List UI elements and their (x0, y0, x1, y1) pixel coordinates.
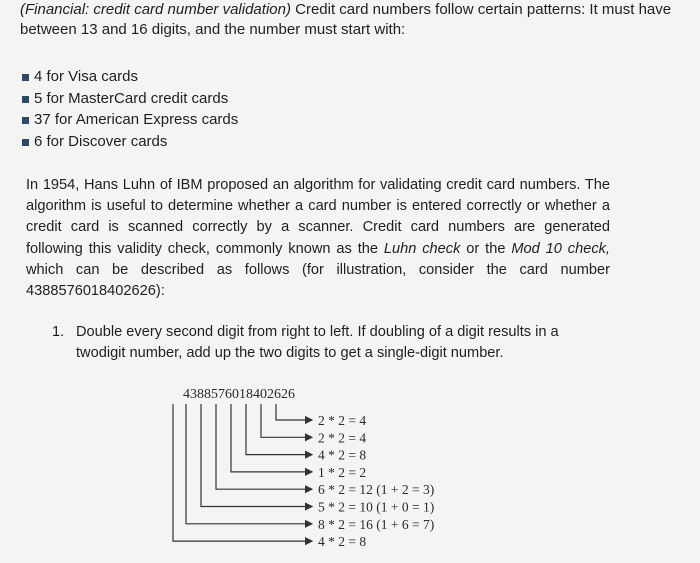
step-number: 1. (52, 324, 65, 340)
doubling-result: 5 * 2 = 10 (1 + 0 = 1) (318, 499, 435, 515)
square-bullet-icon (22, 139, 29, 146)
doubling-result: 4 * 2 = 8 (318, 534, 367, 550)
diagram-results (318, 413, 434, 549)
connector-line (231, 404, 312, 472)
list-item: 6 for Discover cards (22, 131, 238, 153)
square-bullet-icon (22, 117, 29, 124)
list-item: 5 for MasterCard credit cards (22, 88, 238, 110)
square-bullet-icon (22, 74, 29, 81)
connector-line (186, 404, 312, 524)
luhn-paragraph: In 1954, Hans Luhn of IBM proposed an algorithm for validating credit card numbers. The algorithm is useful to determine whether a card number is entered correctly or whether a credit card is scanned correctly by a scanner. Credit card numbers are generated following this validity check, commonly known as the Luhn check or the Mod 10 check, which can be described as follows (for illustration, consider the card number 4388576018402626): (26, 177, 610, 300)
connector-line (201, 404, 312, 507)
connector-line (276, 404, 312, 420)
square-bullet-icon (22, 96, 29, 103)
mod10-check-term: Mod 10 check, (511, 240, 610, 257)
doubling-result: 2 * 2 = 4 (318, 430, 367, 446)
list-item: 37 for American Express cards (22, 109, 238, 131)
doubling-result: 1 * 2 = 2 (318, 464, 367, 480)
heading-italic: (Financial: credit card number validation) (20, 1, 291, 18)
problem-heading (20, 0, 680, 40)
step-1 (52, 322, 612, 364)
heading-text: Credit card numbers follow certain patterns: It must have between 13 and 16 digits, and the number must start with: (20, 1, 672, 38)
doubling-result: 6 * 2 = 12 (1 + 2 = 3) (318, 482, 435, 498)
doubling-result: 4 * 2 = 8 (318, 447, 367, 463)
doubling-result: 2 * 2 = 4 (318, 413, 367, 428)
doubling-diagram (150, 380, 490, 555)
connector-line (246, 404, 312, 455)
diagram-connector-lines (173, 404, 312, 541)
connector-line (173, 404, 312, 541)
luhn-check-term: Luhn check (383, 240, 461, 257)
card-prefix-list (22, 66, 238, 152)
doubling-result: 8 * 2 = 16 (1 + 6 = 7) (318, 516, 435, 532)
list-item: 4 for Visa cards (22, 66, 238, 88)
connector-line (261, 404, 312, 437)
connector-line (216, 404, 312, 489)
step-text: Double every second digit from right to left. If doubling of a digit results in a twodigit number, add up the two digits to get a single-digit number. (76, 324, 559, 361)
card-number-label: 4388576018402626 (183, 387, 295, 402)
